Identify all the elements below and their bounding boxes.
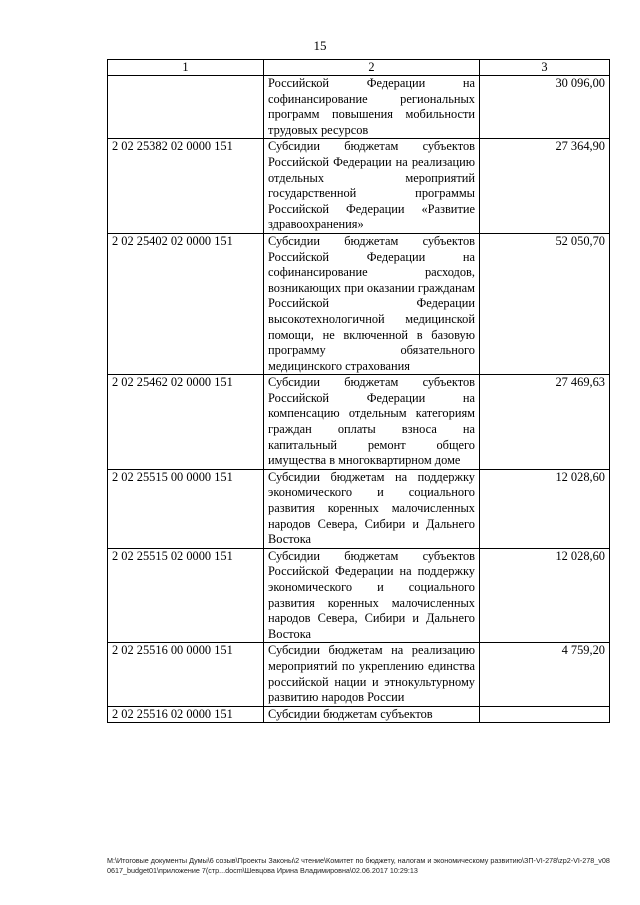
row-code: 2 02 25382 02 0000 151 [108,139,264,234]
footer-file-path: M:\Итоговые документы Думы\6 созыв\Проекты Законы\2 чтение\Комитет по бюджету, налогам и экономическому развитию\ЗП-VI-278\zp2-VI-278_v080617_budget01\приложение 7(стр...docm\Шевцова Ирина Владимировна\02.06.2017 10:29:13 [107,856,610,875]
row-amount: 4 759,20 [480,643,610,706]
row-description: Субсидии бюджетам субъектов Российской Федерации на компенсацию отдельным категориям граждан оплаты взноса на капитальный ремонт общего имущества в многоквартирном доме [264,375,480,470]
row-code: 2 02 25462 02 0000 151 [108,375,264,470]
table-row [108,233,610,374]
row-amount: 52 050,70 [480,233,610,374]
row-amount: 30 096,00 [480,76,610,139]
row-description: Субсидии бюджетам субъектов Российской Федерации на поддержку экономического и социального развития коренных малочисленных народов Севера, Сибири и Дальнего Востока [264,548,480,643]
column-header-amount: 3 [480,60,610,76]
row-description: Субсидии бюджетам субъектов [264,706,480,723]
table-row [108,375,610,470]
row-code: 2 02 25515 00 0000 151 [108,469,264,548]
row-code: 2 02 25516 00 0000 151 [108,643,264,706]
table-row [108,469,610,548]
row-amount: 12 028,60 [480,548,610,643]
table-row [108,76,610,139]
row-amount: 12 028,60 [480,469,610,548]
row-code: 2 02 25402 02 0000 151 [108,233,264,374]
row-amount [480,706,610,723]
row-description: Российской Федерации на софинансирование региональных программ повышения мобильности трудовых ресурсов [264,76,480,139]
row-description: Субсидии бюджетам субъектов Российской Федерации на реализацию отдельных мероприятий государственной программы Российской Федерации «Развитие здравоохранения» [264,139,480,234]
budget-table [107,59,610,723]
page-number: 15 [313,38,327,53]
table-row [108,139,610,234]
table-row [108,643,610,706]
column-header-code: 1 [108,60,264,76]
table-header-row [108,60,610,76]
row-description: Субсидии бюджетам на реализацию мероприятий по укреплению единства российской нации и этнокультурному развитию народов России [264,643,480,706]
row-description: Субсидии бюджетам на поддержку экономического и социального развития коренных малочисленных народов Севера, Сибири и Дальнего Востока [264,469,480,548]
row-code: 2 02 25516 02 0000 151 [108,706,264,723]
column-header-description: 2 [264,60,480,76]
row-code: 2 02 25515 02 0000 151 [108,548,264,643]
table-row [108,548,610,643]
row-amount: 27 364,90 [480,139,610,234]
row-code [108,76,264,139]
row-description: Субсидии бюджетам субъектов Российской Федерации на софинансирование расходов, возникающих при оказании гражданам Российской Федерации высокотехнологичной медицинской помощи, не включенной в базовую программу обязательного медицинского страхования [264,233,480,374]
row-amount: 27 469,63 [480,375,610,470]
table-row [108,706,610,723]
